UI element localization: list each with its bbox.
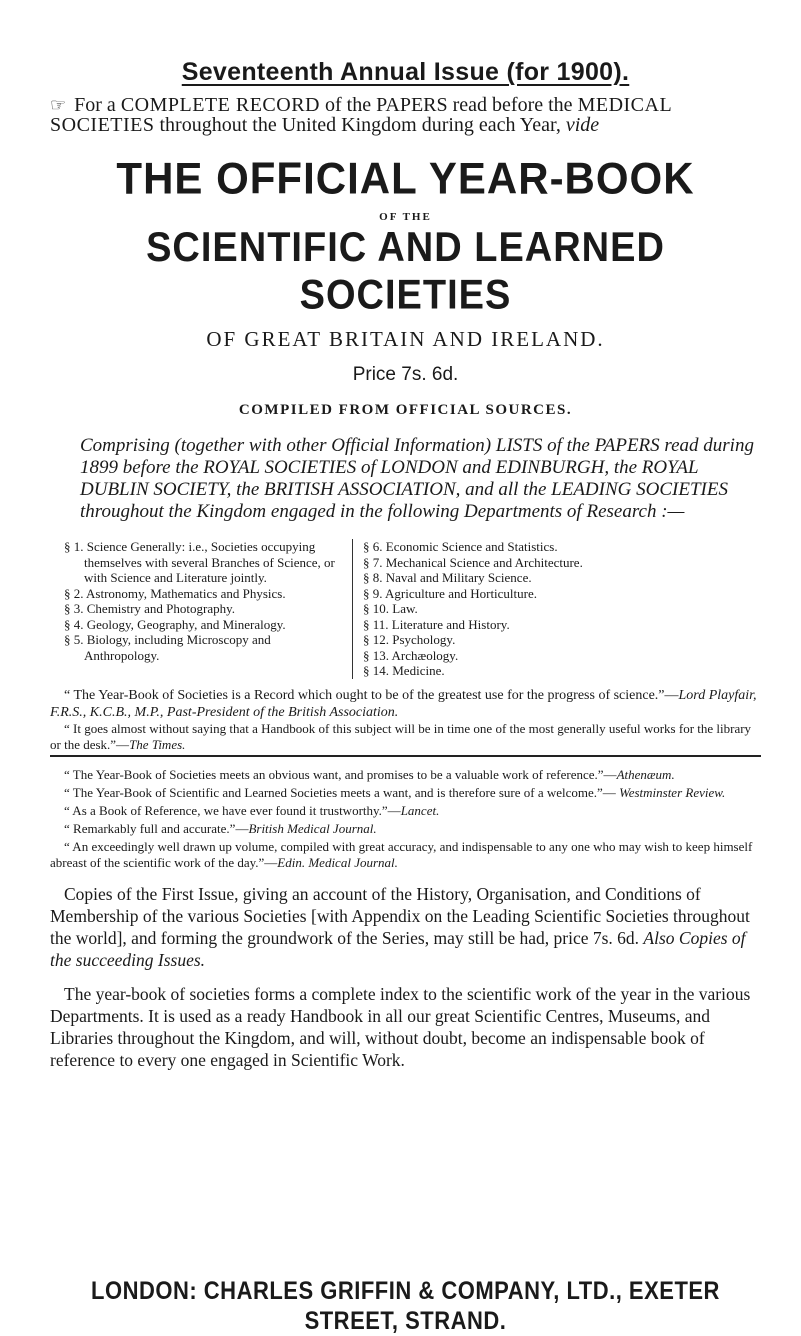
section-item: § 2. Astronomy, Mathematics and Physics. — [64, 585, 286, 601]
section-item: § 9. Agriculture and Horticulture. — [363, 585, 538, 601]
quote-source: Athenæum. — [616, 766, 675, 782]
departments-list — [58, 539, 761, 679]
section-item: § 7. Mechanical Science and Architecture. — [363, 554, 583, 570]
price-label: Price 7s. 6d. — [352, 364, 459, 385]
pointing-hand-icon: ☞ — [50, 95, 67, 115]
section-item: § 6. Economic Science and Statistics. — [363, 539, 558, 554]
quote-text: “ The Year-Book of Societies meets an obvious want, and promises to be a valuable work of reference.”— — [64, 766, 617, 782]
paragraph-text: Copies of the First Issue, giving an account of the History, Organisation, and Conditions of Membership of the various Societies [with Appendix on the Leading Scientific Societies throughout the world], and forming the groundwork of the Series, may still be had, price 7s. 6d. — [50, 883, 750, 948]
review-quote — [50, 821, 761, 837]
section-item: § 10. Law. — [363, 601, 418, 616]
quote-source: Westminster Review. — [619, 784, 726, 800]
section-item: § 5. Biology, including Microscopy and Anthropology. — [64, 632, 271, 663]
section-item: § 13. Archæology. — [363, 647, 459, 663]
review-quote — [50, 803, 761, 819]
section-item: § 12. Psychology. — [363, 632, 456, 647]
country-line: OF GREAT BRITAIN AND IRELAND. — [206, 327, 605, 351]
times-quote — [50, 721, 761, 753]
quote-source: Lord Playfair, F.R.S., K.C.B., M.P., Past-President of the British Association. — [50, 687, 757, 720]
intro-vide: vide — [565, 114, 600, 136]
review-quote — [50, 767, 761, 783]
quote-source: Edin. Medical Journal. — [277, 854, 398, 870]
quote-text: “ An exceedingly well drawn up volume, compiled with great accuracy, and indispensable to any one who may wish to keep himself abreast of the scientific work of the day.”— — [50, 838, 753, 870]
intro-text-3: throughout the United Kingdom during each Year, — [154, 114, 566, 136]
index-paragraph: The year-book of societies forms a complete index to the scientific work of the year in the various Departments. It is used as a ready Handbook in all our great Scientific Centres, Museums, and Libraries throughout the Kingdom, and will, without doubt, become an indispensable book of reference to every one engaged in Scientific Work. — [50, 983, 751, 1070]
issue-banner — [50, 58, 761, 87]
compiled-label: COMPILED FROM OFFICIAL SOURCES. — [238, 402, 573, 418]
paragraph-italic: Also Copies of the succeeding Issues. — [50, 927, 746, 970]
departments-left-column — [58, 539, 353, 679]
quote-text: “ It goes almost without saying that a Handbook of this subject will be in time one of the most generally useful works for the library or the desk.”— — [50, 720, 752, 752]
review-quote — [50, 839, 761, 871]
press-reviews — [50, 767, 761, 871]
intro-line — [50, 95, 761, 135]
departments-right-column — [353, 539, 589, 679]
section-item: § 3. Chemistry and Photography. — [64, 601, 236, 616]
quote-source: British Medical Journal. — [248, 820, 377, 836]
banner-text: Seventeenth Annual Issue (for 1900). — [181, 58, 630, 86]
of-the-label: OF THE — [379, 211, 432, 223]
review-quote — [50, 785, 761, 801]
quote-text: “ The Year-Book of Societies is a Record which ought to be of the greatest use for the progress of science.”— — [64, 687, 679, 703]
subtitle: SCIENTIFIC AND LEARNED SOCIETIES — [146, 224, 665, 319]
intro-text-1: For a — [74, 94, 121, 116]
section-item: § 1. Science Generally: i.e., Societies occupying themselves with several Branches of Science, or with Science and Literature jointly. — [64, 539, 335, 585]
quote-source: The Times. — [129, 736, 186, 752]
intro-text-2: of the PAPERS read before the — [320, 94, 578, 116]
first-issue-paragraph — [50, 883, 761, 971]
divider — [50, 755, 761, 757]
intro-caps-2: MEDICAL SOCIETIES — [50, 94, 672, 136]
section-item: § 8. Naval and Military Science. — [363, 570, 532, 585]
quote-text: “ The Year-Book of Scientific and Learned Societies meets a want, and is therefore sure of a welcome.”— — [64, 784, 620, 800]
comprising-paragraph: Comprising (together with other Official Information) LISTS of the PAPERS read during 1899 before the ROYAL SOCIETIES of LONDON and EDINBURGH, the ROYAL DUBLIN SOCIETY, the BRITISH ASSOCIATION, and all the LEADING SOCIETIES throughout the Kingdom engaged in the following Departments of Research :— — [80, 435, 754, 522]
playfair-quote — [50, 687, 761, 721]
section-item: § 11. Literature and History. — [363, 616, 510, 632]
intro-caps-1: COMPLETE RECORD — [120, 94, 320, 116]
quote-text: “ Remarkably full and accurate.”— — [64, 820, 249, 836]
publisher-footer: LONDON: CHARLES GRIFFIN & COMPANY, LTD., EXETER STREET, STRAND. — [91, 1276, 720, 1335]
section-item: § 4. Geology, Geography, and Mineralogy. — [64, 616, 286, 632]
page-title: THE OFFICIAL YEAR-BOOK — [116, 153, 695, 204]
quote-text: “ As a Book of Reference, we have ever found it trustworthy.”— — [64, 802, 401, 818]
quote-source: Lancet. — [400, 802, 440, 818]
section-item: § 14. Medicine. — [363, 663, 445, 678]
